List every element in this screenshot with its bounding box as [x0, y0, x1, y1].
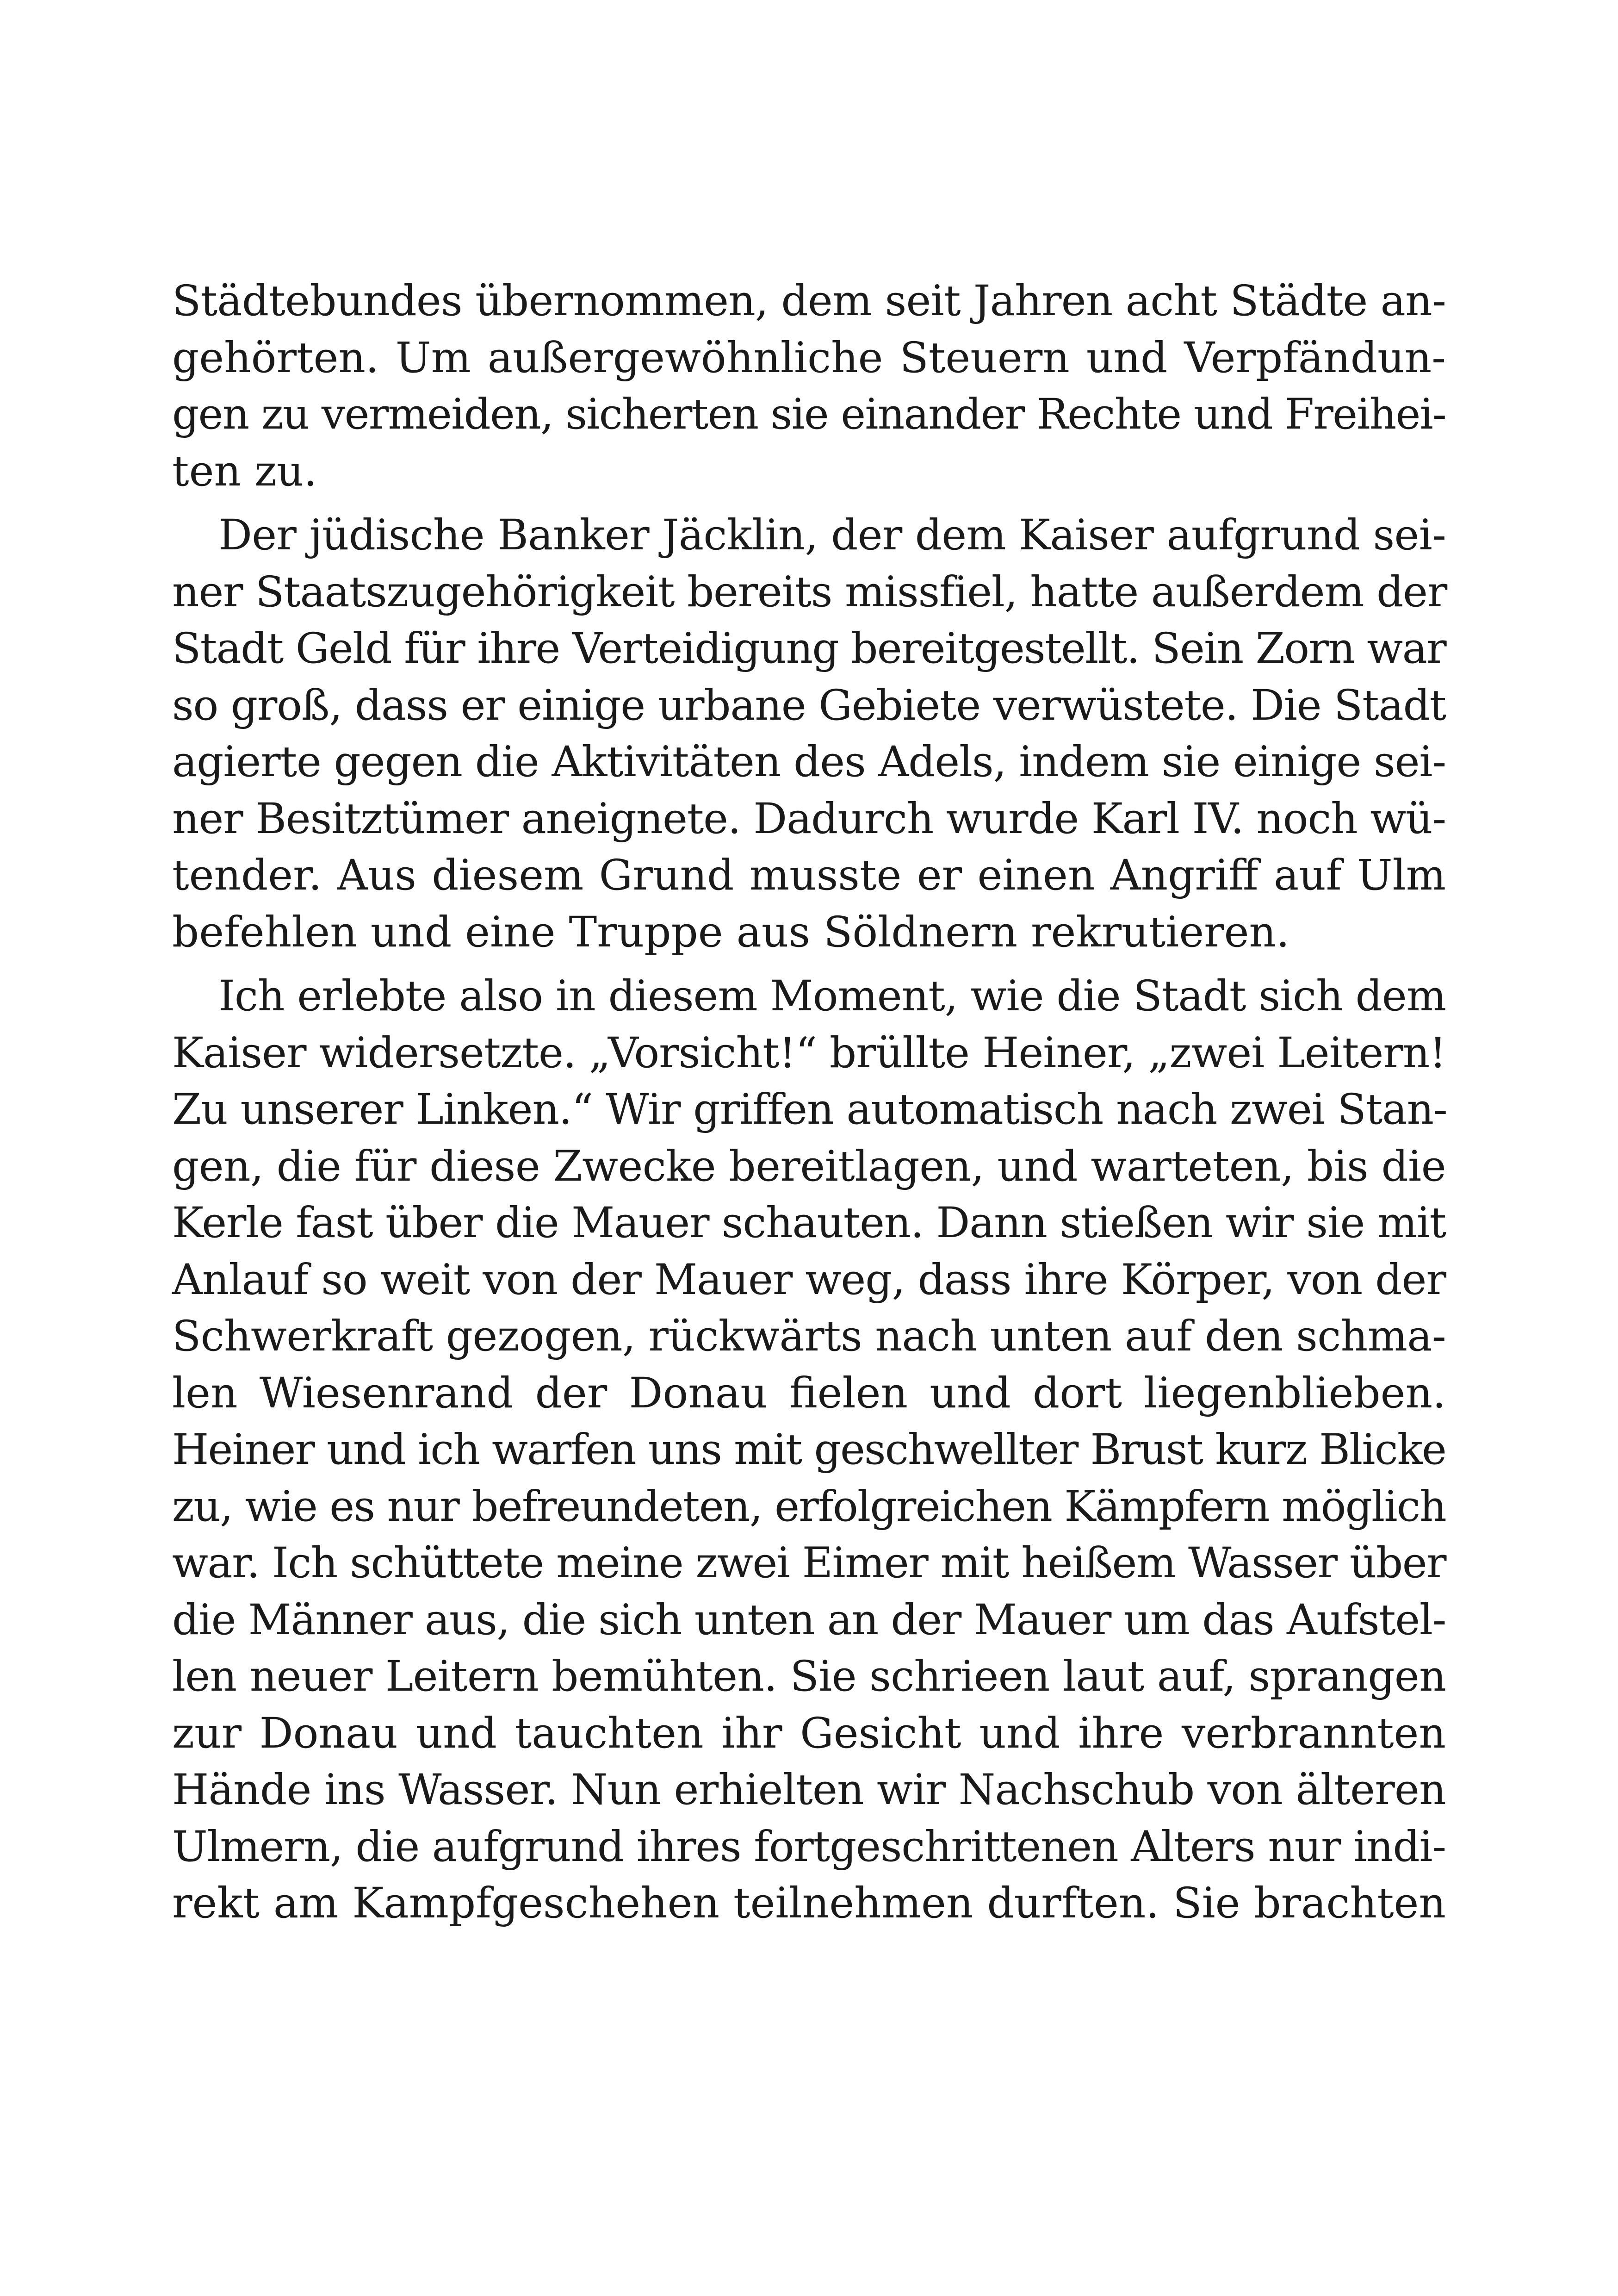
paragraph-1	[172, 273, 1446, 500]
text-line: Schwerkraft gezogen, rückwärts nach unten auf den schma-	[172, 1312, 1446, 1361]
text-line: Ich erlebte also in diesem Moment, wie die Stadt sich dem	[218, 972, 1446, 1020]
text-line: len neuer Leitern bemühten. Sie schrieen laut auf, sprangen	[172, 1652, 1446, 1701]
paragraph-3	[172, 968, 1446, 1932]
text-line: zur Donau und tauchten ihr Gesicht und ihre verbrannten	[172, 1709, 1446, 1758]
text-line: Heiner und ich warfen uns mit geschwellter Brust kurz Blicke	[172, 1425, 1446, 1474]
text-line: rekt am Kampfgeschehen teilnehmen durften. Sie brachten	[172, 1879, 1446, 1928]
text-line: ten zu.	[172, 447, 317, 496]
body-text	[172, 273, 1446, 1932]
text-line: Stadt Geld für ihre Verteidigung bereitgestellt. Sein Zorn war	[172, 624, 1446, 673]
text-line: die Männer aus, die sich unten an der Mauer um das Aufstel-	[172, 1595, 1446, 1644]
text-line: Der jüdische Banker Jäcklin, der dem Kaiser aufgrund sei-	[218, 511, 1446, 560]
text-line: Zu unserer Linken.“ Wir griffen automatisch nach zwei Stan-	[172, 1085, 1447, 1134]
text-line: tender. Aus diesem Grund musste er einen Angriff auf Ulm	[172, 851, 1446, 900]
text-line: gen, die für diese Zwecke bereitlagen, und warteten, bis die	[172, 1142, 1446, 1191]
text-line: Ulmern, die aufgrund ihres fortgeschrittenen Alters nur indi-	[172, 1822, 1446, 1871]
text-line: Kaiser widersetzte. „Vorsicht!“ brüllte Heiner, „zwei Leitern!	[172, 1028, 1446, 1077]
text-line: len Wiesenrand der Donau fielen und dort liegenblieben.	[172, 1369, 1446, 1418]
text-line: war. Ich schüttete meine zwei Eimer mit heißem Wasser über	[172, 1539, 1446, 1587]
text-line: ner Besitztümer aneignete. Dadurch wurde Karl IV. noch wü-	[172, 794, 1446, 843]
text-line: gehörten. Um außergewöhnliche Steuern und Verpfändun-	[172, 333, 1446, 382]
paragraph-2	[172, 507, 1446, 961]
text-line: Städtebundes übernommen, dem seit Jahren acht Städte an-	[172, 277, 1446, 325]
text-line: Hände ins Wasser. Nun erhielten wir Nachschub von älteren	[172, 1766, 1446, 1814]
text-line: gen zu vermeiden, sicherten sie einander Rechte und Freihei-	[172, 390, 1446, 439]
text-line: befehlen und eine Truppe aus Söldnern rekrutieren.	[172, 908, 1290, 957]
text-line: zu, wie es nur befreundeten, erfolgreichen Kämpfern möglich	[172, 1482, 1446, 1531]
text-line: agierte gegen die Aktivitäten des Adels, indem sie einige sei-	[172, 738, 1446, 786]
text-line: Kerle fast über die Mauer schauten. Dann stießen wir sie mit	[172, 1199, 1446, 1247]
text-line: Anlauf so weit von der Mauer weg, dass ihre Körper, von der	[172, 1255, 1446, 1304]
text-line: so groß, dass er einige urbane Gebiete verwüstete. Die Stadt	[172, 681, 1446, 730]
text-line: ner Staatszugehörigkeit bereits missfiel, hatte außerdem der	[172, 567, 1447, 616]
